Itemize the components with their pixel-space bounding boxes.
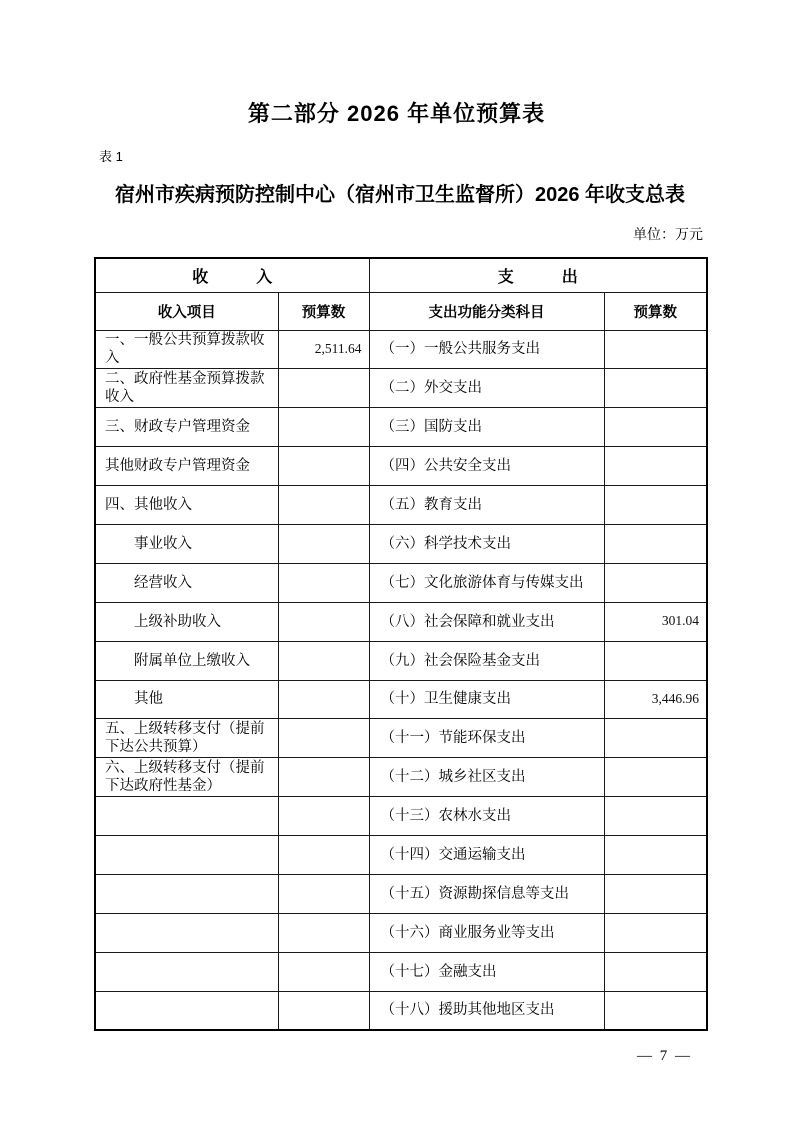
income-amount-cell (278, 408, 369, 447)
expense-amount-cell (604, 447, 707, 486)
expense-cell: （八）社会保障和就业支出 (369, 602, 604, 641)
income-amount-cell (278, 680, 369, 719)
income-amount-cell (278, 874, 369, 913)
table-row (95, 369, 707, 408)
page-number: — 7 — (637, 1048, 692, 1064)
expense-amount-cell (604, 369, 707, 408)
expense-amount-cell (604, 991, 707, 1030)
expense-cell: （十八）援助其他地区支出 (369, 991, 604, 1030)
table-row (95, 563, 707, 602)
expense-amount-cell (604, 563, 707, 602)
table-row (95, 991, 707, 1030)
table-row (95, 719, 707, 758)
income-cell: 上级补助收入 (95, 602, 278, 641)
table-row (95, 408, 707, 447)
budget-table (94, 257, 708, 1031)
expense-cell: （九）社会保险基金支出 (369, 641, 604, 680)
expense-cell: （一）一般公共服务支出 (369, 330, 604, 369)
expense-amount-cell (604, 641, 707, 680)
income-cell: 四、其他收入 (95, 486, 278, 525)
income-cell (95, 991, 278, 1030)
table-row (95, 758, 707, 797)
income-cell: 事业收入 (95, 524, 278, 563)
income-cell: 经营收入 (95, 563, 278, 602)
expense-amount-cell (604, 758, 707, 797)
income-cell: 六、上级转移支付（提前下达政府性基金） (95, 758, 278, 797)
document-title: 第二部分 2026 年单位预算表 (247, 101, 546, 126)
income-amount-cell (278, 719, 369, 758)
income-amount-cell (278, 602, 369, 641)
unit-note: 单位：万元 (633, 226, 703, 242)
table-row (95, 524, 707, 563)
income-amount-cell (278, 369, 369, 408)
table-row (95, 836, 707, 875)
expense-cell: （十七）金融支出 (369, 952, 604, 991)
expense-cell: （十）卫生健康支出 (369, 680, 604, 719)
income-cell (95, 797, 278, 836)
income-cell (95, 913, 278, 952)
income-group-header: 收 入 (95, 258, 369, 292)
expense-cell: （二）外交支出 (369, 369, 604, 408)
table-body (95, 330, 707, 1030)
expense-amount-cell (604, 874, 707, 913)
income-amount-cell (278, 563, 369, 602)
expense-cell: （七）文化旅游体育与传媒支出 (369, 563, 604, 602)
table-column-header-row (95, 292, 707, 330)
income-amount-cell (278, 447, 369, 486)
expense-item-header: 支出功能分类科目 (369, 292, 604, 330)
expense-budget-header: 预算数 (604, 292, 707, 330)
table-row (95, 641, 707, 680)
table-row (95, 447, 707, 486)
table-row (95, 330, 707, 369)
income-cell (95, 952, 278, 991)
income-cell: 其他财政专户管理资金 (95, 447, 278, 486)
income-amount-cell (278, 913, 369, 952)
income-amount-cell (278, 836, 369, 875)
expense-amount-cell (604, 952, 707, 991)
expense-amount-cell (604, 330, 707, 369)
expense-cell: （十一）节能环保支出 (369, 719, 604, 758)
income-amount-cell: 2,511.64 (278, 330, 369, 369)
income-cell: 五、上级转移支付（提前下达公共预算） (95, 719, 278, 758)
expense-cell: （五）教育支出 (369, 486, 604, 525)
table-row (95, 913, 707, 952)
table-row (95, 952, 707, 991)
expense-amount-cell (604, 408, 707, 447)
expense-group-header: 支 出 (369, 258, 707, 292)
income-item-header: 收入项目 (95, 292, 278, 330)
income-cell: 一、一般公共预算拨款收入 (95, 330, 278, 369)
expense-amount-cell (604, 524, 707, 563)
income-amount-cell (278, 952, 369, 991)
income-amount-cell (278, 758, 369, 797)
expense-cell: （十四）交通运输支出 (369, 836, 604, 875)
table-row (95, 486, 707, 525)
expense-cell: （十六）商业服务业等支出 (369, 913, 604, 952)
income-cell: 其他 (95, 680, 278, 719)
expense-amount-cell (604, 719, 707, 758)
table-row (95, 680, 707, 719)
table-row (95, 874, 707, 913)
expense-amount-cell (604, 836, 707, 875)
income-amount-cell (278, 641, 369, 680)
table-title: 宿州市疾病预防控制中心（宿州市卫生监督所）2026 年收支总表 (114, 184, 686, 206)
expense-amount-cell (604, 797, 707, 836)
expense-cell: （四）公共安全支出 (369, 447, 604, 486)
income-budget-header: 预算数 (278, 292, 369, 330)
expense-amount-cell: 3,446.96 (604, 680, 707, 719)
income-amount-cell (278, 524, 369, 563)
table-label: 表 1 (99, 149, 123, 164)
table-row (95, 797, 707, 836)
income-cell: 二、政府性基金预算拨款收入 (95, 369, 278, 408)
expense-cell: （六）科学技术支出 (369, 524, 604, 563)
expense-cell: （十二）城乡社区支出 (369, 758, 604, 797)
expense-amount-cell (604, 913, 707, 952)
income-amount-cell (278, 486, 369, 525)
expense-amount-cell (604, 486, 707, 525)
expense-amount-cell: 301.04 (604, 602, 707, 641)
table-row (95, 602, 707, 641)
income-cell: 附属单位上缴收入 (95, 641, 278, 680)
expense-cell: （十五）资源勘探信息等支出 (369, 874, 604, 913)
income-amount-cell (278, 797, 369, 836)
expense-cell: （十三）农林水支出 (369, 797, 604, 836)
table-group-header-row (95, 258, 707, 292)
income-amount-cell (278, 991, 369, 1030)
income-cell (95, 836, 278, 875)
expense-cell: （三）国防支出 (369, 408, 604, 447)
income-cell: 三、财政专户管理资金 (95, 408, 278, 447)
income-cell (95, 874, 278, 913)
